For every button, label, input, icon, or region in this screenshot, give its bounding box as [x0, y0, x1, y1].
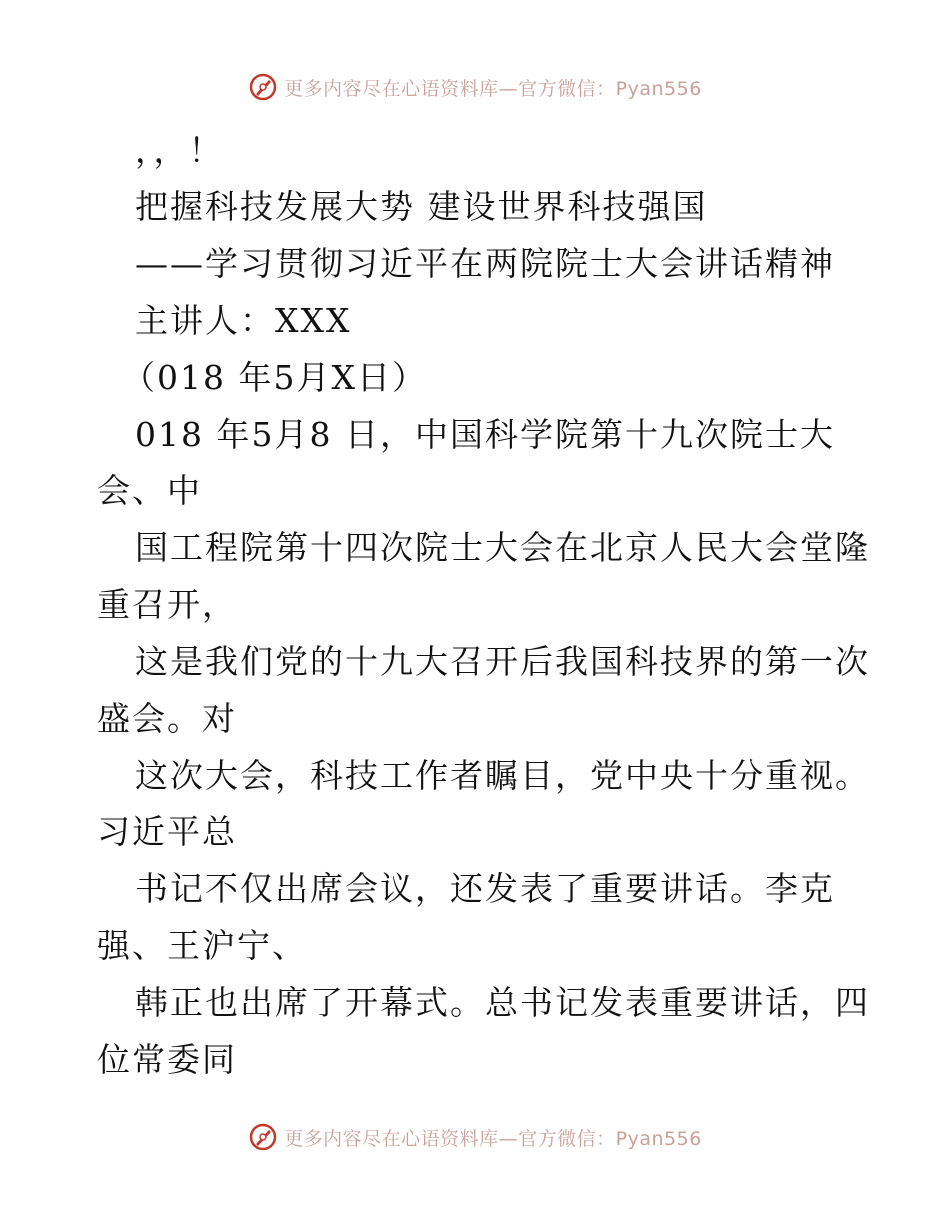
- text-line: 位常委同: [97, 1040, 237, 1079]
- document-subtitle: ——学习贯彻习近平在两院院士大会讲话精神: [135, 244, 835, 283]
- text-line: 会、中: [97, 471, 202, 510]
- text-line: 书记不仅出席会议，还发表了重要讲话。李克: [135, 869, 835, 908]
- speaker-line: 主讲人：XXX: [135, 301, 352, 340]
- text-line: 重召开，: [97, 585, 237, 624]
- text-line: 盛会。对: [97, 699, 237, 738]
- header-watermark: [0, 72, 950, 102]
- text-line: 韩正也出席了开幕式。总书记发表重要讲话，四: [135, 983, 870, 1022]
- text-line: 强、王沪宁、: [97, 926, 307, 965]
- header-watermark-text: 更多内容尽在心语资料库—官方微信：Pyan556: [284, 77, 702, 100]
- text-line: 这次大会，科技工作者瞩目，党中央十分重视。: [135, 756, 870, 795]
- quill-logo-icon: [248, 72, 278, 102]
- text-line: 这是我们党的十九大召开后我国科技界的第一次: [135, 642, 870, 681]
- text-line: 018 年5月8 日，中国科学院第十九次院士大: [135, 415, 835, 454]
- document-title: 把握科技发展大势 建设世界科技强国: [135, 187, 708, 226]
- footer-watermark-text: 更多内容尽在心语资料库—官方微信：Pyan556: [284, 1127, 702, 1150]
- text-line: 国工程院第十四次院士大会在北京人民大会堂隆: [135, 528, 870, 567]
- footer-watermark: [0, 1122, 950, 1152]
- quill-logo-icon: [248, 1122, 278, 1152]
- date-line: （018 年5月X日）: [122, 358, 427, 397]
- text-line: ，，！: [135, 131, 224, 170]
- text-line: 习近平总: [97, 812, 237, 851]
